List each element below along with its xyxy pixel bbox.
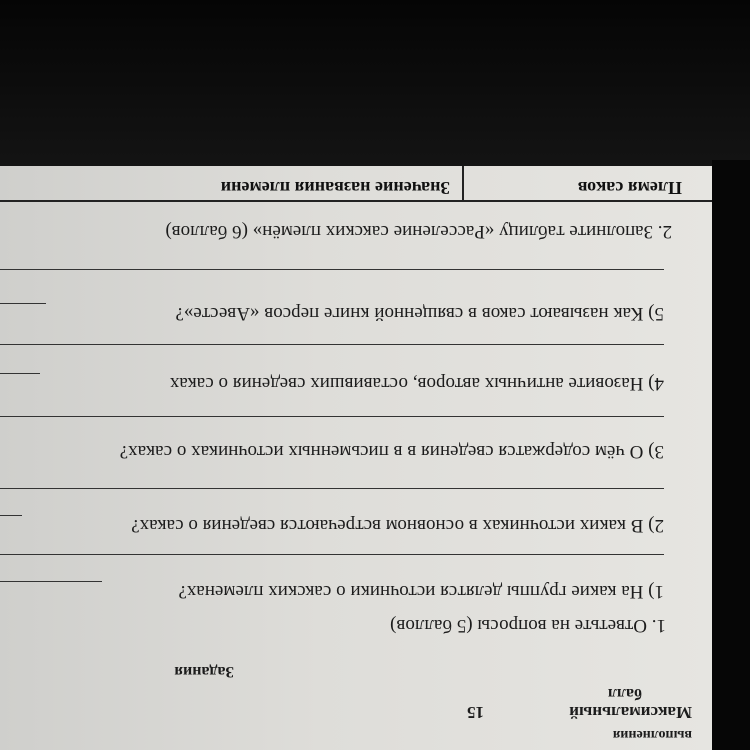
tasks-title: Задания	[174, 663, 234, 680]
answer-line-1	[0, 581, 102, 582]
settlement-table	[0, 166, 712, 202]
task1-title: 1. Ответьте на вопросы (5 баллов)	[390, 615, 666, 636]
header-col3: балл	[607, 685, 642, 702]
table-column-divider	[462, 166, 464, 202]
table-col-meaning: Значение названия племени	[220, 178, 450, 198]
answer-line-3b	[0, 416, 664, 417]
answer-line-5	[0, 303, 46, 304]
answer-line-2	[0, 515, 22, 516]
header-col2: Максимальный	[569, 703, 692, 722]
question-2: 2) В каких источниках в основном встречаются сведения о саках?	[131, 515, 664, 536]
answer-line-1b	[0, 554, 664, 555]
answer-line-4	[0, 373, 40, 374]
question-5: 5) Как называют саков в священной книге персов «Авесте»?	[175, 303, 664, 324]
max-score: 15	[467, 703, 484, 722]
table-col-tribe: Племя саков	[577, 178, 682, 198]
header-col1: выполнения	[612, 727, 692, 742]
task2-title: 2. Заполните таблицу «Расселение сакских племён» (6 баллов)	[165, 221, 672, 242]
answer-line-2b	[0, 488, 664, 489]
question-4: 4) Назовите античных авторов, оставивших сведения о саках	[169, 373, 664, 394]
question-1: 1) На какие группы делятся источники о сакских племенах?	[178, 581, 664, 602]
question-3: 3) О чём содержатся сведения в в письменных источниках о саках?	[119, 441, 664, 462]
answer-line-5b	[0, 269, 664, 270]
dark-right-edge	[712, 160, 750, 750]
answer-line-4b	[0, 344, 664, 345]
rotated-page-content	[0, 166, 712, 750]
dark-background	[0, 0, 750, 170]
worksheet-paper	[0, 166, 712, 750]
